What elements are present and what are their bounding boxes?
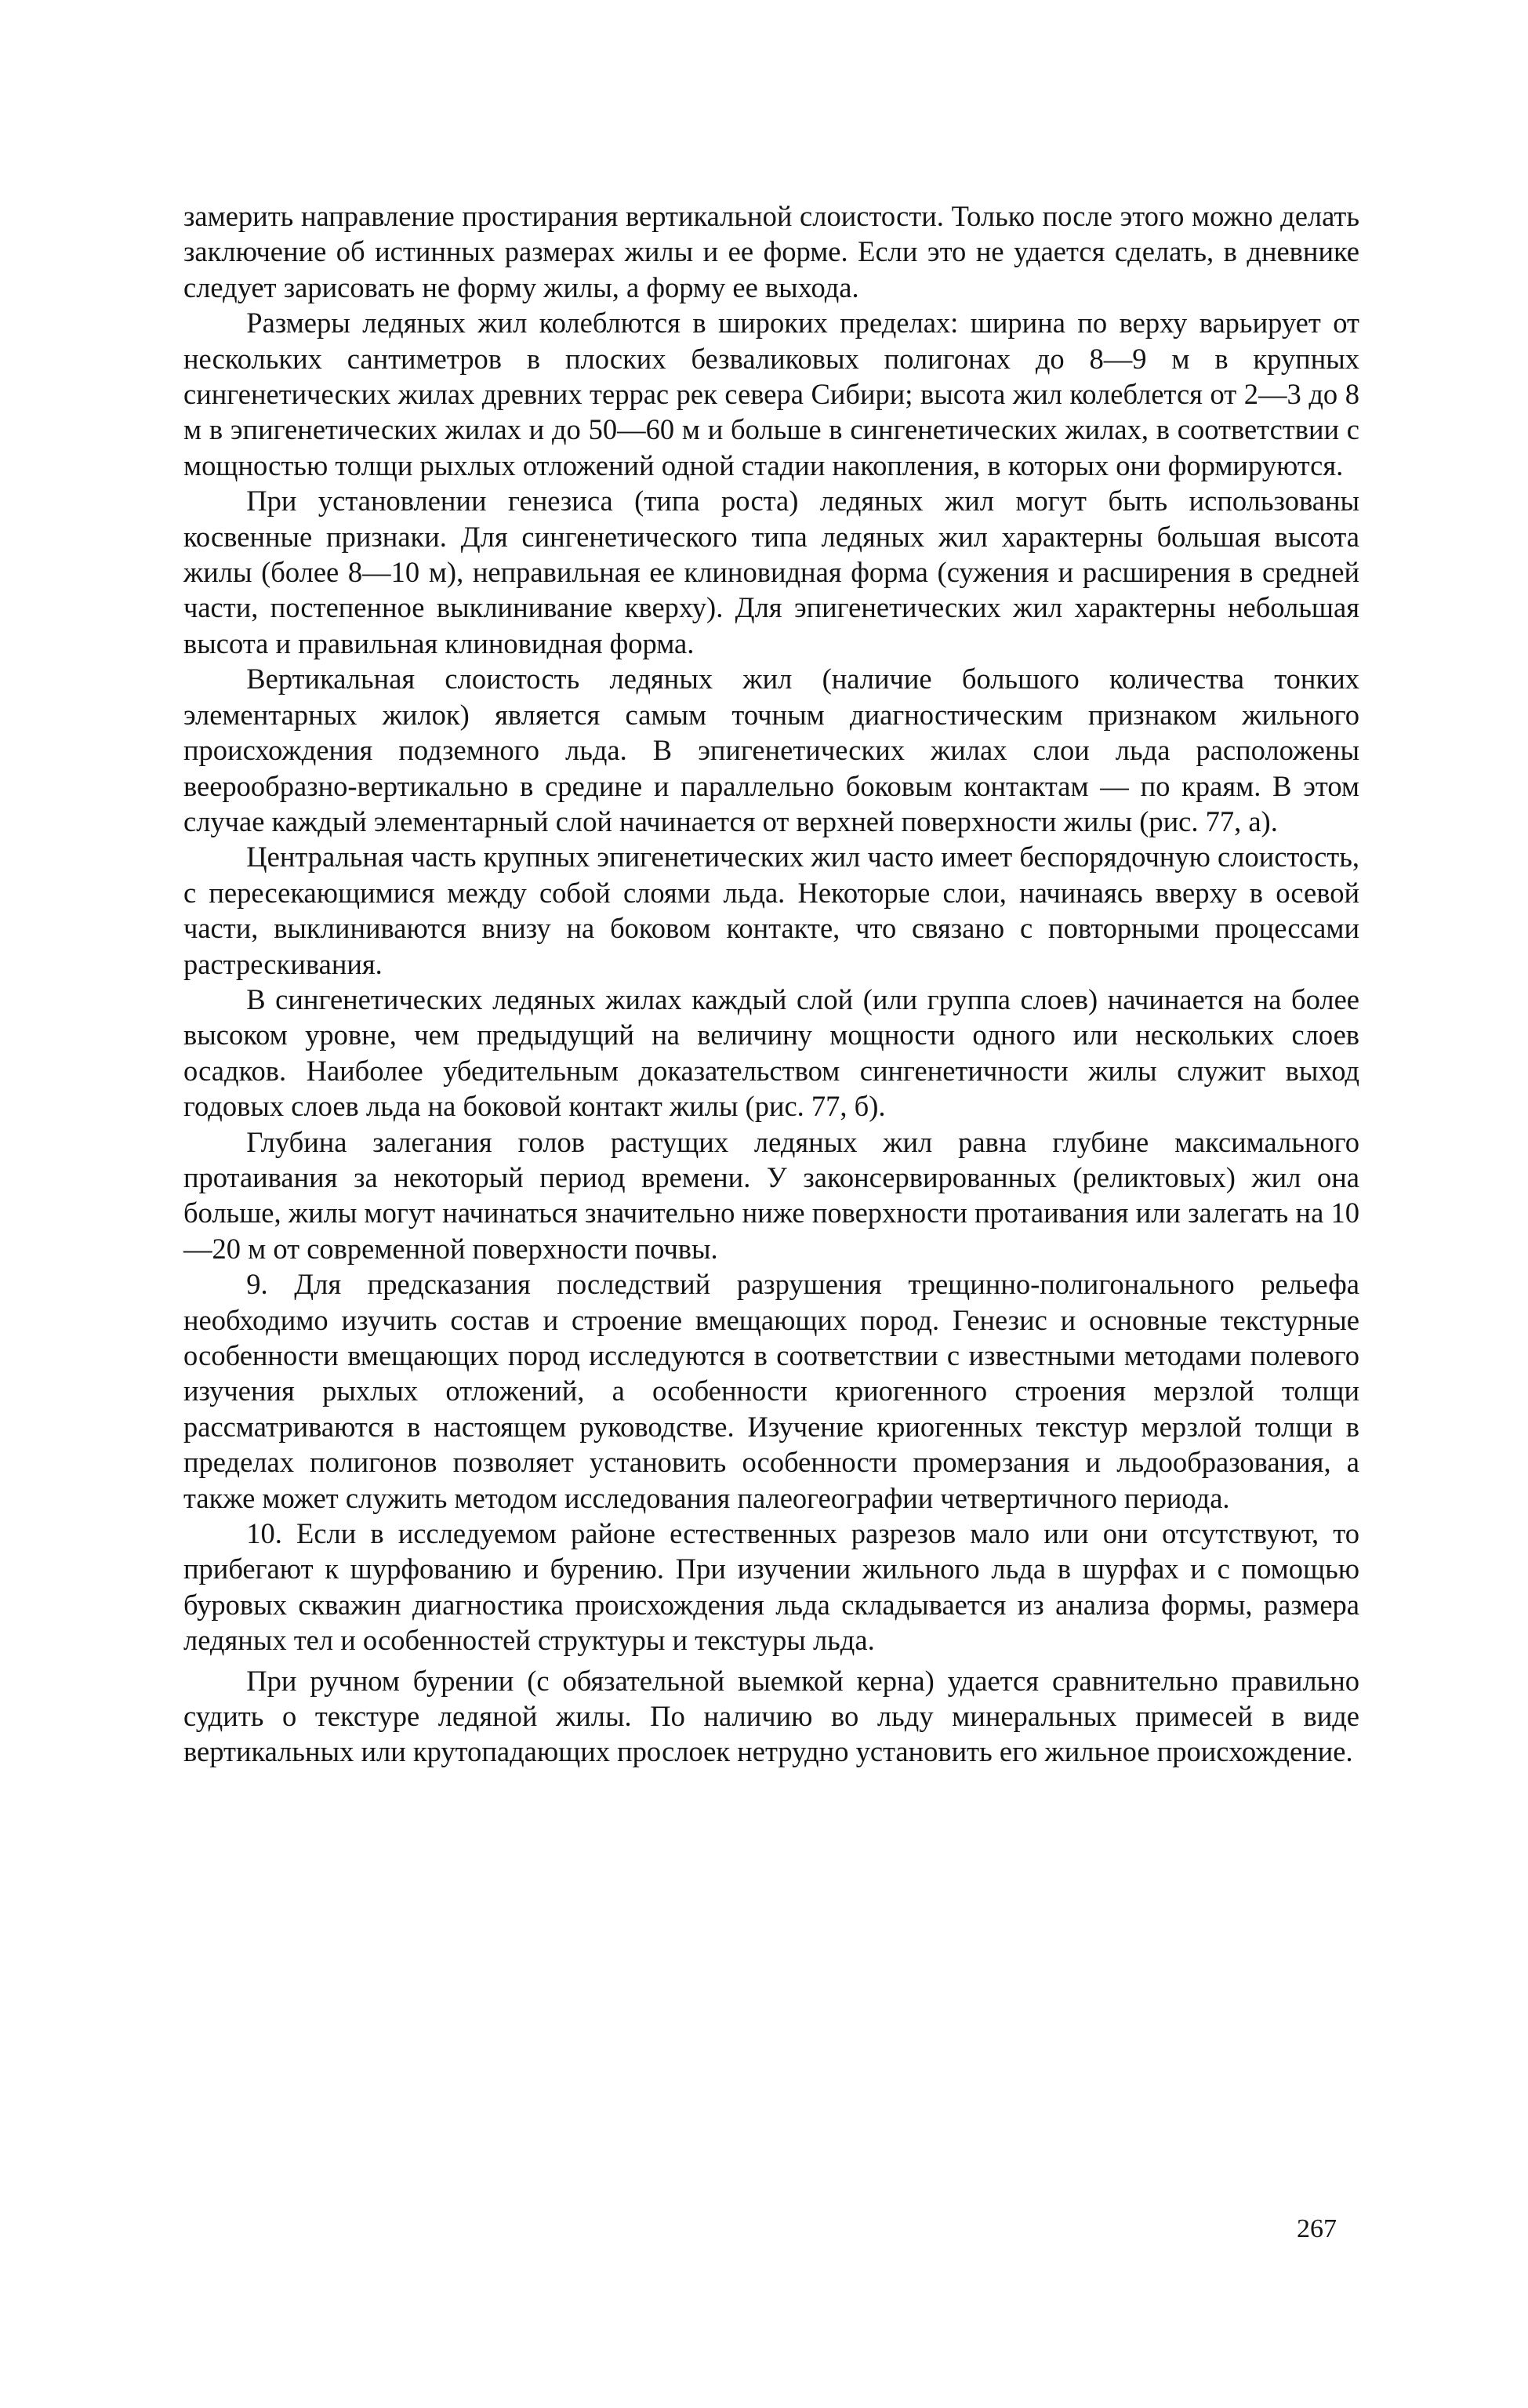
body-text [183,198,1359,1770]
paragraph-central-part: Центральная часть крупных эпигенетических жил часто имеет беспорядочную слоистость, с пересекающимися между собой слоями льда. Некоторые слои, начинаясь вверху в осевой части, выклиниваются внизу на боковом контакте, что связано с повторными процессами растрескивания. [183,841,1359,980]
paragraph-continuation: замерить направление простирания вертикальной слоистости. Только после этого можно делать заключение об истинных размерах жилы и ее форме. Если это не удается сделать, в дневнике следует зарисовать не форму жилы, а форму ее выхода. [183,200,1359,303]
paragraph-genesis-signs: При установлении генезиса (типа роста) ледяных жил могут быть использованы косвенные признаки. Для сингенетического типа ледяных жил характерны большая высота жилы (более 8—10 м), неправильная ее клиновидная форма (сужения и расширения в средней части, постепенное выклинивание кверху). Для эпигенетических жил характерны небольшая высота и правильная клиновидная форма. [183,485,1359,659]
paragraph-item-9: 9. Для предсказания последствий разрушения трещинно-полигонального рельефа необходимо изучить состав и строение вмещающих пород. Генезис и основные текстурные особенности вмещающих пород исследуются в соответствии с известными методами полевого изучения рыхлых отложений, а особенности криогенного строения мерзлой толщи рассматриваются в настоящем руководстве. Изучение криогенных текстур мерзлой толщи в пределах полигонов позволяет установить особенности промерзания и льдообразования, а также может служить методом исследования палеогеографии четвертичного периода. [183,1268,1359,1514]
page-number: 267 [1297,2214,1337,2243]
paragraph-vertical-layering: Вертикальная слоистость ледяных жил (наличие большого количества тонких элементарных жилок) является самым точным диагностическим признаком жильного происхождения подземного льда. В эпигенетических жилах слои льда расположены веерообразно-вертикально в средине и параллельно боковым контактам — по краям. В этом случае каждый элементарный слой начинается от верхней поверхности жилы (рис. 77, а). [183,663,1359,837]
paragraph-vein-sizes: Размеры ледяных жил колеблются в широких пределах: ширина по верху варьирует от нескольких сантиметров в плоских безваликовых полигонах до 8—9 м в крупных сингенетических жилах древних террас рек севера Сибири; высота жил колеблется от 2—3 до 8 м в эпигенетических жилах и до 50—60 м и больше в сингенетических жилах, в соответствии с мощностью толщи рыхлых отложений одной стадии накопления, в которых они формируются. [183,307,1359,481]
paragraph-manual-drilling: При ручном бурении (с обязательной выемкой керна) удается сравнительно правильно судить о текстуре ледяной жилы. По наличию во льду минеральных примесей в виде вертикальных или крутопадающих прослоек нетрудно установить его жильное происхождение. [183,1664,1359,1768]
paragraph-syngenetic-veins: В сингенетических ледяных жилах каждый слой (или группа слоев) начинается на более высоком уровне, чем предыдущий на величину мощности одного или нескольких слоев осадков. Наиболее убедительным доказательством сингенетичности жилы служит выход годовых слоев льда на боковой контакт жилы (рис. 77, б). [183,982,1359,1123]
paragraph-item-10: 10. Если в исследуемом районе естественных разрезов мало или они отсутствуют, то прибегают к шурфованию и бурению. При изучении жильного льда в шурфах и с помощью буровых скважин диагностика происхождения льда складывается из анализа формы, размера ледяных тел и особенностей структуры и текстуры льда. [183,1517,1359,1657]
paragraph-depth: Глубина залегания голов растущих ледяных жил равна глубине максимального протаивания за некоторый период времени. У законсервированных (реликтовых) жил она больше, жилы могут начинаться значительно ниже поверхности протаивания или залегать на 10—20 м от современной поверхности почвы. [183,1125,1359,1265]
